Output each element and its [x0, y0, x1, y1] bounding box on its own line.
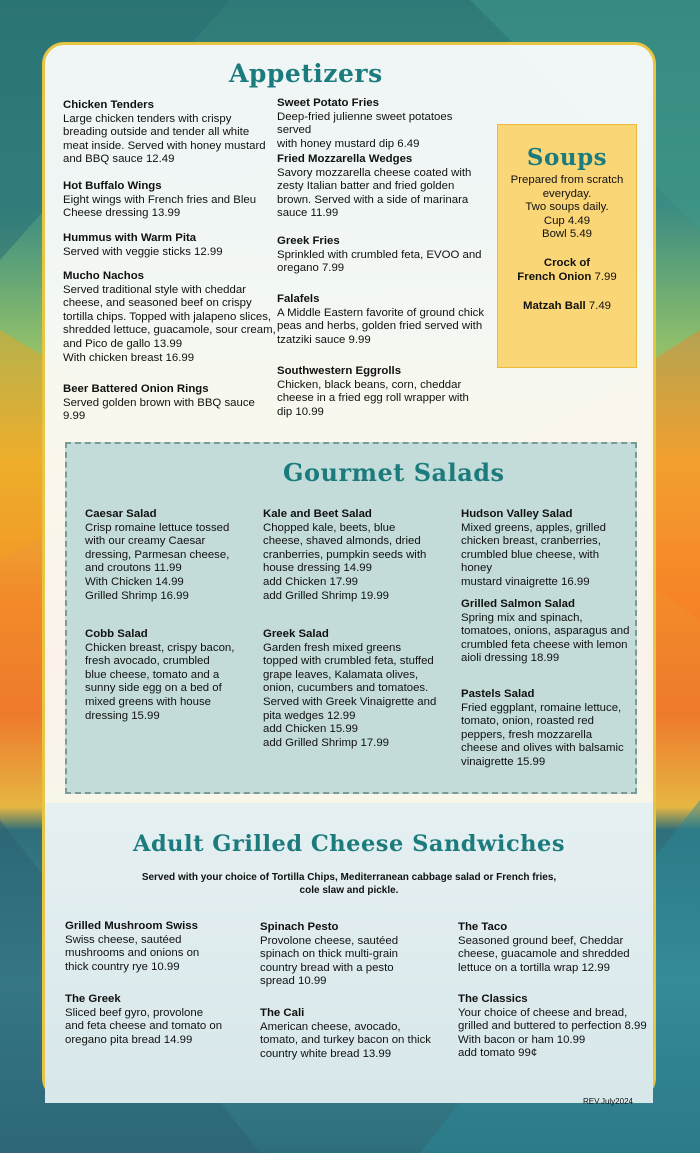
menu-item: [63, 99, 268, 167]
menu-item: [461, 508, 631, 590]
item-description: Fried eggplant, romaine lettuce, tomato, onion, roasted red peppers, fresh mozzarella cheese and olives with balsamic vinaigrette 15.99: [461, 701, 624, 768]
menu-item: [458, 993, 648, 1061]
item-description: Crisp romaine lettuce tossed with our creamy Caesar dressing, Parmesan cheese, and croutons 11.99 With Chicken 14.99 Grilled Shrimp 16.99: [85, 521, 230, 602]
menu-item: [63, 270, 278, 365]
menu-item: [65, 993, 245, 1047]
item-name: Pastels Salad: [461, 688, 535, 700]
menu-item: [260, 1007, 445, 1061]
menu-item: [498, 257, 636, 284]
item-description: Mixed greens, apples, grilled chicken breast, cranberries, crumbled blue cheese, with honey mustard vinaigrette 16.99: [461, 521, 606, 588]
item-name: Greek Salad: [263, 628, 329, 640]
item-name: Spinach Pesto: [260, 921, 339, 933]
item-name: Grilled Mushroom Swiss: [65, 920, 198, 932]
menu-item: [277, 293, 487, 347]
item-price: 7.49: [588, 300, 611, 313]
item-name: Falafels: [277, 293, 320, 305]
item-name: Greek Fries: [277, 235, 340, 247]
item-description: Chicken breast, crispy bacon, fresh avocado, crumbled blue cheese, tomato and a sunny side egg on a bed of mixed greens with house dressing 15.99: [85, 641, 235, 722]
menu-item: [65, 920, 245, 974]
item-name: The Taco: [458, 921, 508, 933]
item-description: Served golden brown with BBQ sauce 9.99: [63, 396, 255, 423]
item-name: The Classics: [458, 993, 528, 1005]
item-description: Deep-fried julienne sweet potatoes served with honey mustard dip 6.49: [277, 110, 453, 150]
menu-card: [42, 42, 656, 1106]
menu-item: [277, 153, 487, 221]
item-description: Spring mix and spinach, tomatoes, onions, asparagus and crumbled feta cheese with lemon aioli dressing 18.99: [461, 611, 630, 665]
item-description: Provolone cheese, sautéed spinach on thick multi-grain country bread with a pesto spread 10.99: [260, 934, 399, 988]
item-description: Large chicken tenders with crispy breading outside and tender all white meat inside. Served with honey mustard and BBQ sauce 12.49: [63, 112, 266, 166]
sandwiches-note: Served with your choice of Tortilla Chips, Mediterranean cabbage salad or French fries, cole slaw and pickle.: [141, 872, 557, 896]
soups-intro: Prepared from scratch everyday. Two soups daily. Cup 4.49 Bowl 5.49: [510, 174, 624, 241]
item-description: Served with veggie sticks 12.99: [63, 245, 223, 258]
item-price: 7.99: [594, 270, 617, 283]
salads-section: [65, 442, 637, 794]
item-description: Sprinkled with crumbled feta, EVOO and oregano 7.99: [277, 248, 482, 275]
soups-box: [497, 124, 637, 368]
item-name: The Greek: [65, 993, 121, 1005]
item-description: Savory mozzarella cheese coated with zesty Italian batter and fried golden brown. Served with a side of marinara sauce 11.99: [277, 166, 472, 220]
item-description: Garden fresh mixed greens topped with crumbled feta, stuffed grape leaves, Kalamata olives, onion, cucumbers and tomatoes. Served with Greek Vinaigrette and pita wedges 12.99 add Chicken 15.99 add Grilled Shrimp 17.99: [263, 641, 437, 749]
item-name: Cobb Salad: [85, 628, 148, 640]
menu-item: [277, 365, 487, 419]
menu-item: [63, 383, 278, 424]
item-name: Southwestern Eggrolls: [277, 365, 402, 377]
menu-item: [277, 97, 487, 151]
item-description: Your choice of cheese and bread, grilled and buttered to perfection 8.99 With bacon or ham 10.99 add tomato 99¢: [458, 1006, 647, 1060]
item-name: Hot Buffalo Wings: [63, 180, 162, 192]
item-name: Kale and Beet Salad: [263, 508, 372, 520]
soups-heading: Soups: [526, 144, 608, 171]
salads-heading: Gourmet Salads: [283, 458, 505, 487]
sandwiches-heading: Adult Grilled Cheese Sandwiches: [132, 831, 565, 857]
item-description: A Middle Eastern favorite of ground chick peas and herbs, golden fried served with tzatziki sauce 9.99: [277, 306, 485, 346]
menu-item: [263, 508, 453, 603]
menu-item: [85, 628, 255, 723]
item-name: Mucho Nachos: [63, 270, 145, 282]
item-description: Served traditional style with cheddar cheese, and seasoned beef on crispy tortilla chips. Topped with jalapeno slices, shredded lettuce, guacamole, sour cream, and Pico de gallo 13.99 With chicken breast 16.99: [63, 283, 276, 364]
item-name: Matzah Ball: [522, 300, 586, 313]
item-description: Eight wings with French fries and Bleu Cheese dressing 13.99: [63, 193, 257, 220]
revision-label: REV.July2024: [583, 1097, 633, 1106]
item-name: Beer Battered Onion Rings: [63, 383, 209, 395]
item-description: American cheese, avocado, tomato, and turkey bacon on thick country white bread 13.99: [260, 1020, 431, 1060]
menu-item: [277, 235, 487, 276]
item-description: Swiss cheese, sautéed mushrooms and onions on thick country rye 10.99: [65, 933, 200, 973]
menu-item: [85, 508, 255, 603]
item-name: Hummus with Warm Pita: [63, 232, 197, 244]
menu-item: [458, 921, 648, 975]
item-name: Chicken Tenders: [63, 99, 154, 111]
item-name: Sweet Potato Fries: [277, 97, 379, 109]
item-name: Caesar Salad: [85, 508, 157, 520]
item-name: Crock of French Onion: [517, 257, 592, 283]
menu-item: [63, 180, 268, 221]
item-description: Chopped kale, beets, blue cheese, shaved almonds, dried cranberries, pumpkin seeds with house dressing 14.99 add Chicken 17.99 add Grilled Shrimp 19.99: [263, 521, 427, 602]
menu-item: [63, 232, 268, 259]
menu-item: [461, 688, 631, 770]
menu-item: [260, 921, 445, 989]
item-description: Seasoned ground beef, Cheddar cheese, guacamole and shredded lettuce on a tortilla wrap 12.99: [458, 934, 630, 974]
item-description: Chicken, black beans, corn, cheddar cheese in a fried egg roll wrapper with dip 10.99: [277, 378, 469, 418]
item-name: The Cali: [260, 1007, 305, 1019]
menu-item: [498, 300, 636, 313]
item-name: Fried Mozzarella Wedges: [277, 153, 413, 165]
item-name: Hudson Valley Salad: [461, 508, 573, 520]
menu-item: [461, 598, 631, 666]
item-name: Grilled Salmon Salad: [461, 598, 575, 610]
menu-item: [263, 628, 453, 750]
appetizers-heading: Appetizers: [229, 59, 383, 88]
item-description: Sliced beef gyro, provolone and feta cheese and tomato on oregano pita bread 14.99: [65, 1006, 223, 1046]
